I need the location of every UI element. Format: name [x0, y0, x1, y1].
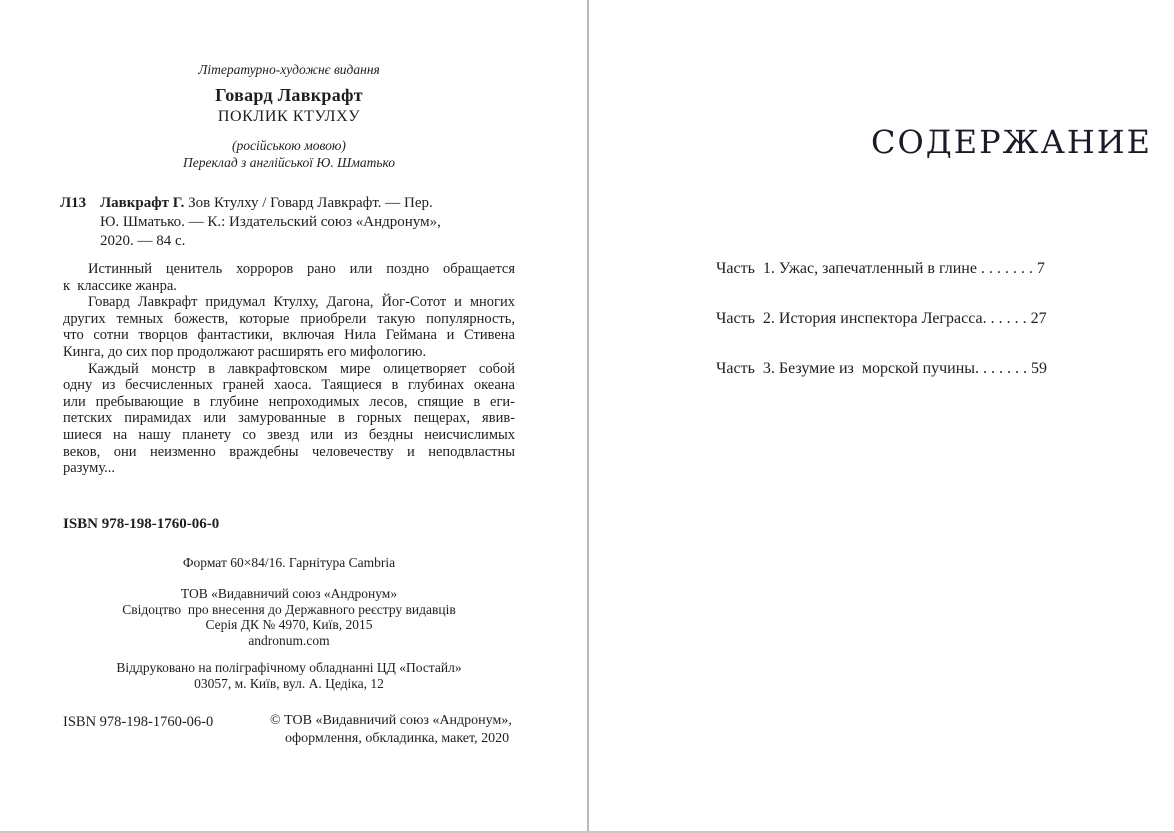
annotation-line: разуму... [63, 460, 116, 477]
toc-heading: СОДЕРЖАНИЕ [871, 123, 1152, 161]
publisher-line: ТОВ «Видавничий союз «Андронум» [180, 586, 398, 601]
footer-isbn: ISBN 978-198-1760-06-0 [63, 714, 214, 730]
bib-line-2: Ю. Шматько. — К.: Издательский союз «Андронум», [100, 214, 441, 230]
bib-line-1-rest: Зов Ктулху / Говард Лавкрафт. — Пер. [184, 195, 433, 211]
publisher-block [63, 586, 515, 648]
toc-entry-2: Часть 2. История инспектора Леграсса. . . . . . 27 [716, 310, 1047, 327]
annotation-line: одну из бесчисленных граней хаоса. Таящиеся в глубинах океана [63, 377, 515, 394]
annotation-line: Говард Лавкрафт придумал Ктулху, Дагона, Йог-Сотот и многих [88, 294, 515, 311]
toc-list [716, 259, 1096, 409]
annotation-line: Кинга, до сих пор продолжают расширять его мифологию. [63, 343, 427, 360]
annotation-line: веков, они неизменно враждебны человечеству и неподвластны [63, 443, 515, 460]
copyright-block [270, 712, 512, 748]
book-author: Говард Лавкрафт [215, 85, 363, 105]
print-line: 03057, м. Київ, вул. А. Цедіка, 12 [194, 675, 384, 691]
annotation-line: Каждый монстр в лавкрафтовском мире олицетворяет собой [88, 360, 515, 377]
publisher-line: Серія ДК № 4970, Київ, 2015 [205, 617, 373, 633]
toc-entry-1: Часть 1. Ужас, запечатленный в глине . . . . . . . 7 [716, 260, 1045, 277]
publisher-website: andronum.com [248, 632, 330, 648]
annotation-line: других темных божеств, которые приобрели такую популярность, [63, 310, 515, 327]
print-block [63, 660, 515, 691]
book-title: ПОКЛИК КТУЛХУ [217, 108, 361, 125]
annotation-line: петских пирамидах или замурованные в горных пещерах, явив- [63, 410, 515, 427]
print-line: Віддруковано на поліграфічному обладнанні ЦД «Постайл» [116, 660, 462, 675]
page-divider [587, 0, 589, 833]
format-line: Формат 60×84/16. Гарнітура Cambria [182, 555, 396, 570]
annotation-line: Истинный ценитель хорроров рано или поздно обращается [88, 261, 515, 277]
annotation-line: или пребывающие в глубине непроходимых лесов, спящие в еги- [63, 393, 515, 410]
annotation [63, 261, 515, 477]
toc-entry-3: Часть 3. Безумие из морской пучины. . . . . . . 59 [716, 360, 1048, 377]
publisher-line: Свідоцтво про внесення до Державного реєстру видавців [122, 601, 456, 617]
bib-line-1 [100, 194, 441, 213]
copyright-line-2: оформлення, обкладинка, макет, 2020 [285, 731, 510, 746]
translator-note: Переклад з англійської Ю. Шматько [182, 155, 396, 170]
copyright-line-1: © ТОВ «Видавничий союз «Андронум», [270, 713, 512, 728]
annotation-line: шиеся на нашу планету со звезд или из бездны неисчислимых [63, 426, 515, 443]
language-note: (російською мовою) [232, 138, 346, 153]
bib-author: Лавкрафт Г. [100, 195, 185, 211]
bib-line-3: 2020. — 84 с. [100, 233, 186, 249]
bib-index: Л13 [60, 195, 87, 211]
annotation-line: что сотни творцов фантастики, включая Нила Геймана и Стивена [63, 327, 515, 344]
annotation-line: к классике жанра. [63, 277, 177, 294]
bib-text [100, 194, 441, 251]
edition-note: Літературно-художнє видання [198, 62, 380, 77]
bibliographic-record [60, 194, 516, 251]
imprint-header [63, 62, 515, 171]
isbn-main: ISBN 978-198-1760-06-0 [63, 516, 220, 532]
